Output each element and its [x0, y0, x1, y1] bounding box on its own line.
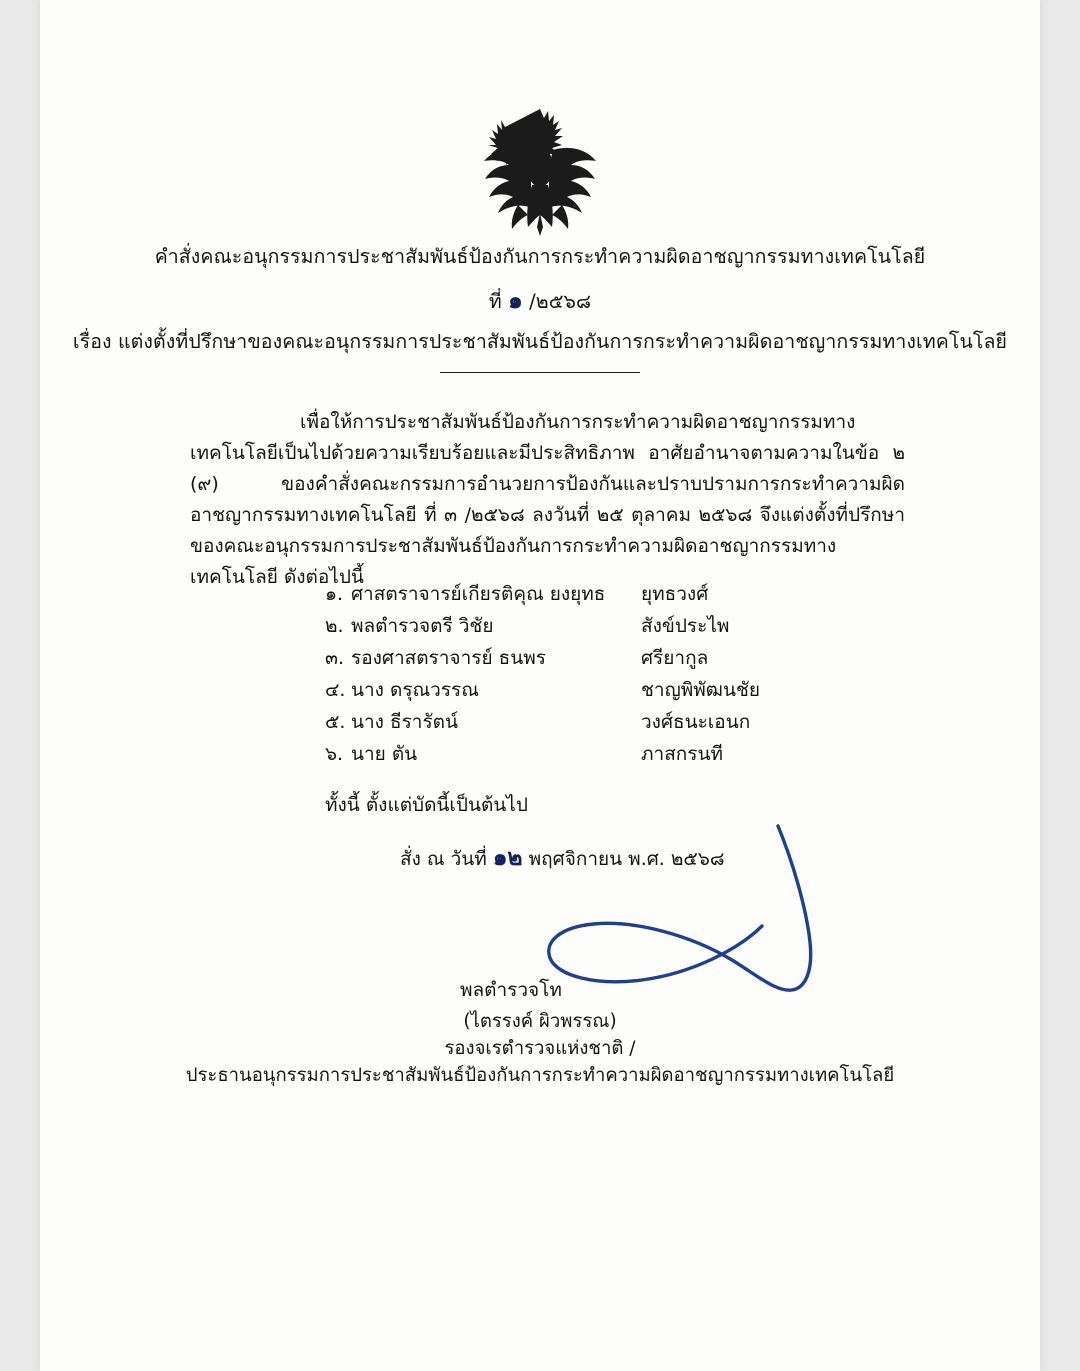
- advisor-name: นาง ดรุณวรรณ: [351, 679, 479, 701]
- list-item: [325, 738, 845, 770]
- list-item: [325, 674, 845, 706]
- garuda-emblem: [480, 105, 600, 240]
- advisor-list: [325, 578, 845, 770]
- signer-rank: พลตำรวจโท: [460, 979, 562, 1001]
- advisor-surname: ภาสกรนที: [641, 743, 724, 765]
- advisor-number: ๔.: [325, 679, 346, 701]
- order-date-prefix: สั่ง ณ วันที่: [400, 848, 493, 870]
- signer-name: (ไตรรงค์ ผิวพรรณ): [463, 1011, 617, 1032]
- advisor-surname: ศรียากูล: [641, 647, 709, 669]
- advisor-number: ๓.: [325, 647, 345, 669]
- document-number: [40, 285, 1040, 318]
- document-page: [40, 0, 1040, 1371]
- signer-position-line-2: ประธานอนุกรรมการประชาสัมพันธ์ป้องกันการกระทำความผิดอาชญากรรมทางเทคโนโลยี: [185, 1065, 895, 1086]
- closing-statement: ทั้งนี้ ตั้งแต่บัดนี้เป็นต้นไป: [325, 794, 528, 816]
- document-number-value: ๑: [508, 288, 523, 314]
- advisor-surname: ยุทธวงศ์: [641, 583, 709, 605]
- advisor-number: ๕.: [325, 711, 346, 733]
- list-item: [325, 706, 845, 738]
- order-date: [400, 840, 725, 876]
- advisor-name: รองศาสตราจารย์ ธนพร: [351, 647, 546, 669]
- advisor-number: ๑.: [325, 583, 344, 605]
- list-item: [325, 642, 845, 674]
- signer-position-line-1: รองจเรตำรวจแห่งชาติ /: [444, 1038, 636, 1059]
- advisor-number: ๒.: [325, 615, 344, 637]
- document-number-prefix: ที่: [488, 290, 509, 313]
- document-subject: เรื่อง แต่งตั้งที่ปรึกษาของคณะอนุกรรมการประชาสัมพันธ์ป้องกันการกระทำความผิดอาชญากรรมทางเทคโนโลยี: [72, 330, 1008, 353]
- document-body: [40, 0, 1040, 1371]
- order-date-day: ๑๒: [492, 845, 523, 871]
- document-title: คำสั่งคณะอนุกรรมการประชาสัมพันธ์ป้องกันการกระทำความผิดอาชญากรรมทางเทคโนโลยี: [154, 245, 926, 268]
- advisor-number: ๖.: [325, 743, 344, 765]
- document-number-suffix: /๒๕๖๘: [522, 290, 592, 313]
- advisor-surname: สังข์ประไพ: [641, 615, 730, 637]
- advisor-name: นาย ตัน: [351, 743, 418, 765]
- list-item: [325, 610, 845, 642]
- main-paragraph: [190, 407, 905, 593]
- order-date-suffix: พฤศจิกายน พ.ศ. ๒๕๖๘: [522, 848, 725, 870]
- advisor-name: พลตำรวจตรี วิชัย: [351, 615, 494, 637]
- advisor-surname: วงศ์ธนะเอนก: [641, 711, 751, 733]
- header-divider: [440, 372, 640, 373]
- advisor-surname: ชาญพิพัฒนชัย: [641, 679, 760, 701]
- paragraph-text: เพื่อให้การประชาสัมพันธ์ป้องกันการกระทำความผิดอาชญากรรมทางเทคโนโลยีเป็นไปด้วยความเรียบร้อยและมีประสิทธิภาพ อาศัยอำนาจตามความในข้อ ๒ (๙) ของคำสั่งคณะกรรมการอำนวยการป้องกันและปราบปรามการกระทำความผิดอาชญากรรมทางเทคโนโลยี ที่ ๓ /๒๕๖๘ ลงวันที่ ๒๕ ตุลาคม ๒๕๖๘ จึงแต่งตั้งที่ปรึกษาของคณะอนุกรรมการประชาสัมพันธ์ป้องกันการกระทำความผิดอาชญากรรมทางเทคโนโลยี ดังต่อไปนี้: [190, 411, 905, 588]
- advisor-name: นาง ธีรารัตน์: [351, 711, 458, 733]
- advisor-name: ศาสตราจารย์เกียรติคุณ ยงยุทธ: [351, 583, 606, 605]
- list-item: [325, 578, 845, 610]
